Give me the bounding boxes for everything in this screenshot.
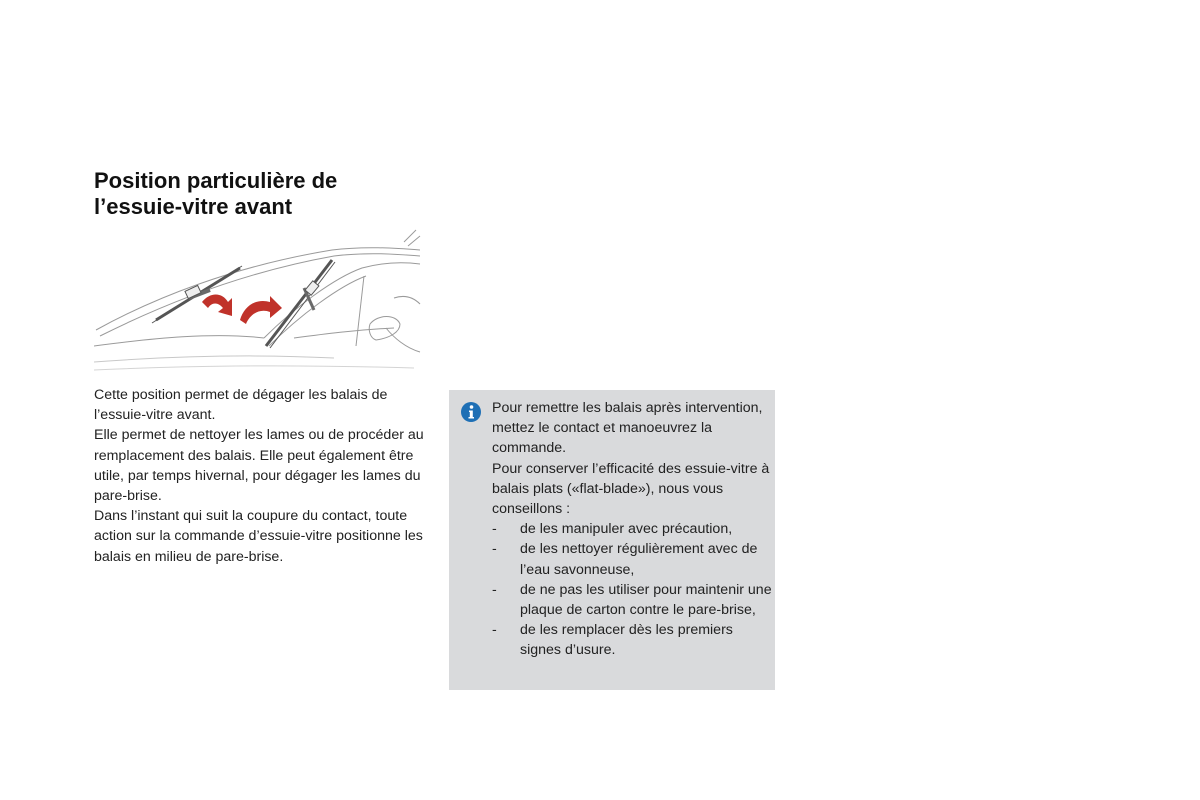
advice-list (492, 519, 772, 660)
list-item-text: de les nettoyer régulièrement avec de l’eau savonneuse, (520, 541, 758, 578)
paragraph-3: Dans l’instant qui suit la coupure du contact, toute action sur la commande d’essuie-vitre positionne les balais en milieu de pare-brise. (94, 508, 423, 565)
list-item-text: de les manipuler avec précaution, (520, 521, 733, 538)
list-item-text: de les remplacer dès les premiers signes d’usure. (520, 622, 733, 659)
list-dash: - (492, 581, 497, 598)
wiper-service-position-illustration (94, 228, 422, 376)
lift-arrow-icons (202, 295, 282, 325)
list-dash: - (492, 521, 497, 538)
list-item (492, 519, 772, 539)
list-dash: - (492, 541, 497, 558)
title-line-2: l’essuie-vitre avant (94, 194, 293, 219)
info-icon (461, 402, 481, 422)
windshield-wiper-drawing (94, 228, 422, 376)
list-item-text: de ne pas les utiliser pour maintenir une plaque de carton contre le pare-brise, (520, 581, 772, 619)
info-paragraph-1: Pour remettre les balais après intervention, mettez le contact et manoeuvrez la commande. (492, 400, 763, 457)
paragraph-1: Cette position permet de dégager les balais de l’essuie-vitre avant. (94, 387, 388, 424)
list-item (492, 539, 772, 579)
paragraph-2: Elle permet de nettoyer les lames ou de procéder au remplacement des balais. Elle peut également être utile, par temps hivernal, pour dégager les lames du pare-brise. (94, 427, 424, 505)
info-text (492, 398, 772, 661)
list-item (492, 620, 772, 660)
body-text (94, 385, 424, 567)
list-dash: - (492, 622, 497, 639)
title-line-1: Position particulière de (94, 168, 338, 193)
list-item (492, 580, 772, 620)
info-paragraph-2: Pour conserver l’efficacité des essuie-vitre à balais plats («flat-blade»), nous vous conseillons : (492, 460, 770, 518)
section-title (94, 168, 414, 220)
info-box (449, 390, 775, 690)
